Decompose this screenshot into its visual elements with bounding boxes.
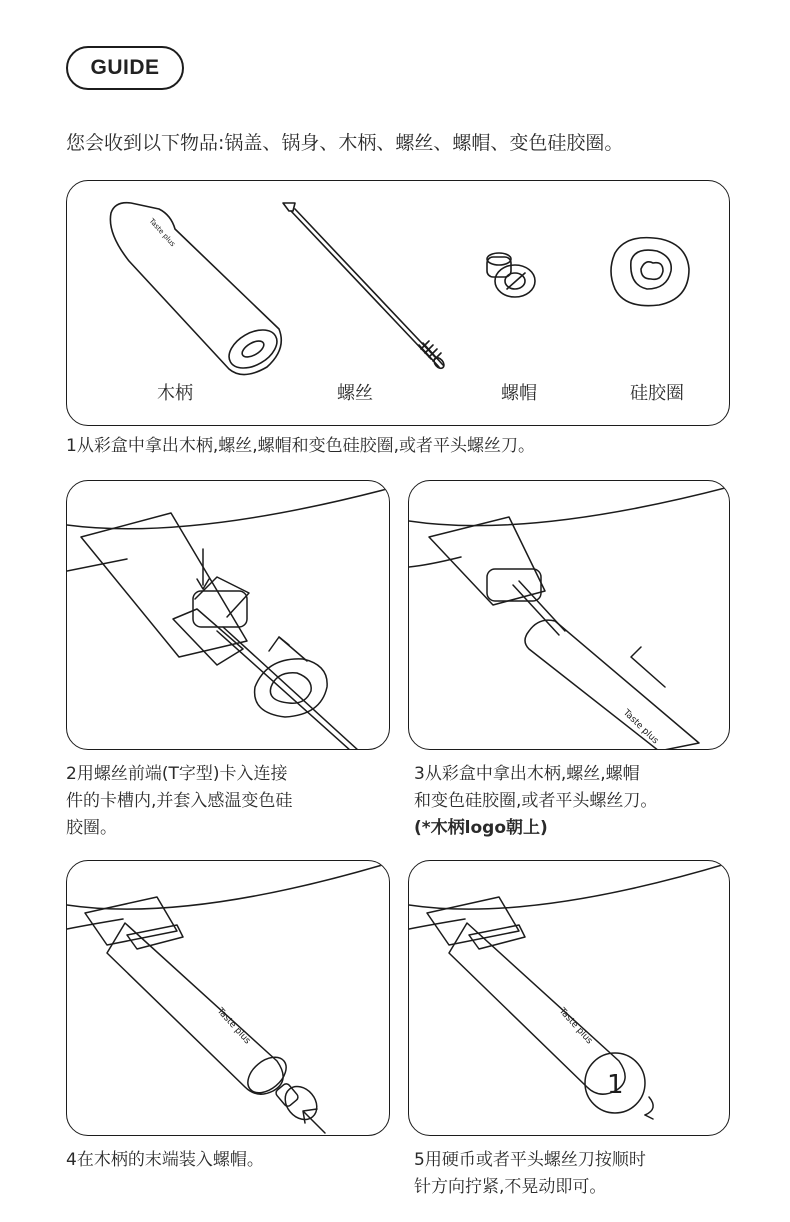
- step2-caption-line2: 件的卡槽内,并套入感温变色硅: [66, 791, 293, 811]
- step4-illustration: [67, 861, 390, 1136]
- rotate-arrow: [645, 1097, 653, 1115]
- push-arrow: [631, 647, 665, 687]
- parts-panel: [66, 180, 730, 426]
- step3-caption-line1: 3从彩盒中拿出木柄,螺丝,螺帽: [414, 764, 640, 784]
- step3-caption-line2: 和变色硅胶圈,或者平头螺丝刀。: [414, 791, 658, 811]
- part-label-nut: 螺帽: [501, 383, 537, 404]
- screw-icon: [283, 203, 446, 370]
- step3-caption-line3: (*木柄logo朝上): [414, 818, 548, 838]
- step2-illustration: [67, 481, 390, 750]
- step4-caption: 4在木柄的末端装入螺帽。: [66, 1150, 264, 1170]
- nut-icon: [487, 253, 535, 297]
- svg-text:Taste plus: Taste plus: [147, 216, 177, 249]
- svg-text:Taste plus: Taste plus: [620, 707, 661, 747]
- step5-caption-line1: 5用硬币或者平头螺丝刀按顺时: [414, 1150, 646, 1170]
- wooden-handle-icon: [110, 203, 283, 376]
- part-label-handle: 木柄: [157, 383, 193, 404]
- step3-panel: [408, 480, 730, 750]
- guide-badge: [66, 46, 184, 90]
- part-label-screw: 螺丝: [337, 383, 373, 404]
- step3-illustration: [409, 481, 730, 750]
- step1-caption: 1从彩盒中拿出木柄,螺丝,螺帽和变色硅胶圈,或者平头螺丝刀。: [66, 436, 536, 456]
- step4-panel: [66, 860, 390, 1136]
- wooden-handle: [107, 923, 283, 1094]
- up-arrow: [269, 637, 289, 651]
- step2-caption-line3: 胶圈。: [66, 818, 117, 838]
- step2-panel: [66, 480, 390, 750]
- part-label-ring: 硅胶圈: [630, 383, 684, 404]
- intro-text: 您会收到以下物品:锅盖、锅身、木柄、螺丝、螺帽、变色硅胶圈。: [66, 132, 624, 154]
- wooden-handle: [525, 620, 699, 750]
- svg-text:Taste plus: Taste plus: [556, 1006, 595, 1047]
- step2-caption-line1: 2用螺丝前端(T字型)卡入连接: [66, 764, 288, 784]
- step5-panel: [408, 860, 730, 1136]
- insert-arrow: [303, 1109, 325, 1133]
- pan-rim: [67, 489, 387, 529]
- svg-text:Taste plus: Taste plus: [214, 1006, 253, 1047]
- screw-rod: [217, 631, 351, 750]
- step5-caption-line2: 针方向拧紧,不晃动即可。: [414, 1177, 607, 1197]
- guide-badge-text: GUIDE: [90, 56, 160, 79]
- silicone-ring-icon: [611, 238, 689, 306]
- svg-text:1: 1: [607, 1070, 624, 1100]
- step5-illustration: [409, 861, 730, 1136]
- wooden-handle: [449, 923, 625, 1094]
